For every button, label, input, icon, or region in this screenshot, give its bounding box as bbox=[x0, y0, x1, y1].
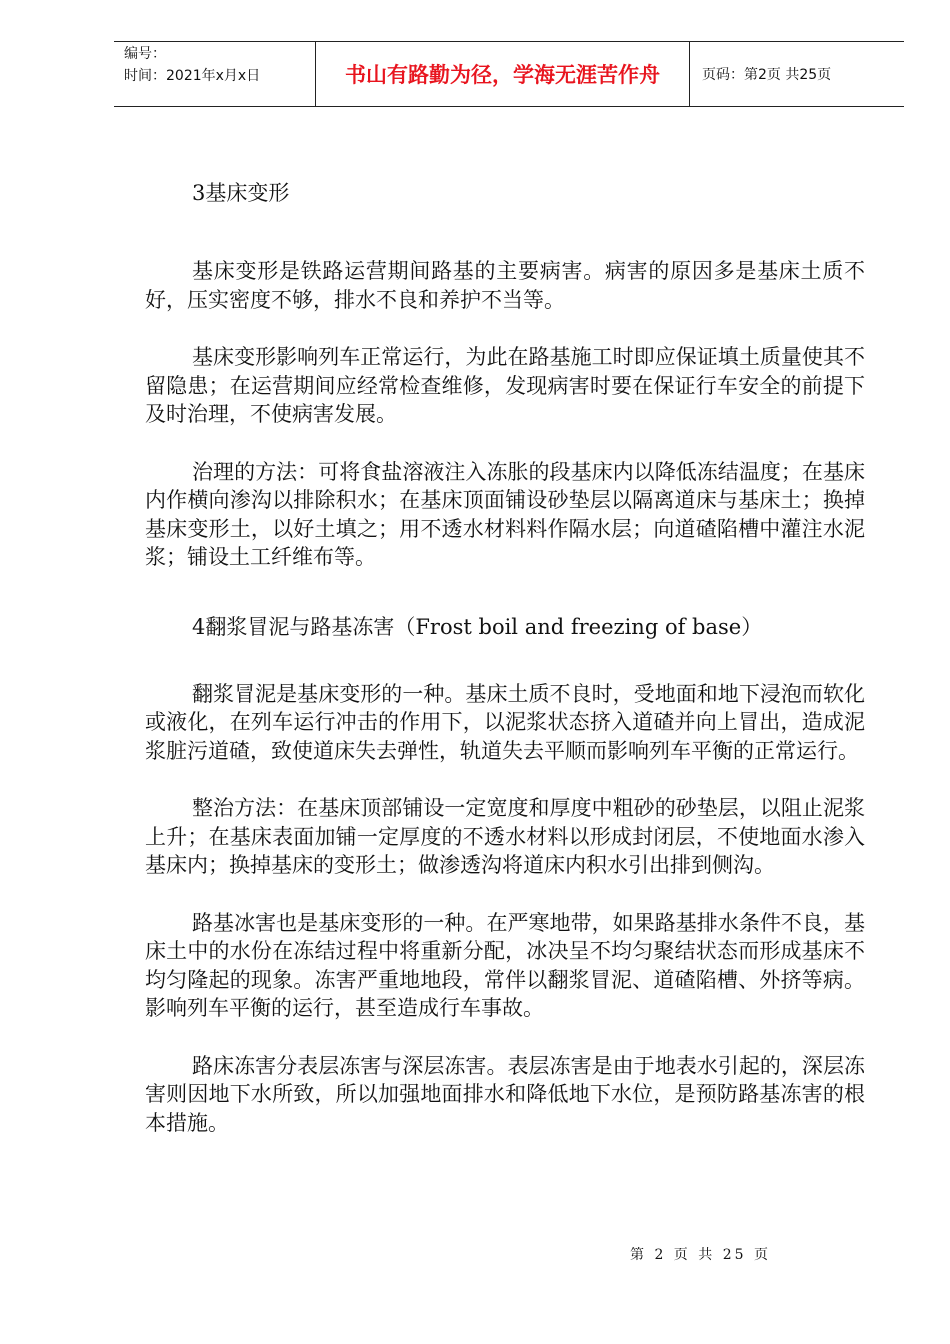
paragraph: 基床变形影响列车正常运行，为此在路基施工时即应保证填土质量使其不留隐患；在运营期间应经常检查维修，发现病害时要在保证行车安全的前提下及时治理，不使病害发展。 bbox=[145, 345, 865, 426]
document-body bbox=[145, 170, 865, 1137]
paragraph: 基床变形是铁路运营期间路基的主要病害。病害的原因多是基床土质不好，压实密度不够，排水不良和养护不当等。 bbox=[145, 259, 865, 312]
paragraph: 路床冻害分表层冻害与深层冻害。表层冻害是由于地表水引起的，深层冻害则因地下水所致，所以加强地面排水和降低地下水位，是预防路基冻害的根本措施。 bbox=[145, 1053, 865, 1135]
section-heading-4: 4翻浆冒泥与路基冻害（Frost boil and freezing of base） bbox=[192, 614, 763, 639]
document-time: 时间：2021年x月x日 bbox=[124, 68, 261, 84]
page-header bbox=[114, 41, 904, 107]
header-page-info: 页码：第2页 共25页 bbox=[702, 67, 832, 83]
page-footer: 第 2 页 共 25 页 bbox=[630, 1247, 771, 1263]
section-heading-3: 3基床变形 bbox=[192, 181, 290, 205]
header-meta bbox=[114, 42, 316, 106]
header-motto: 书山有路勤为径，学海无涯苦作舟 bbox=[316, 42, 690, 106]
paragraph: 治理的方法：可将食盐溶液注入冻胀的段基床内以降低冻结温度；在基床内作横向渗沟以排除积水；在基床顶面铺设砂垫层以隔离道床与基床土；换掉基床变形土，以好土填之；用不透水材料料作隔水层；向道碴陷槽中灌注水泥浆；铺设土工纤维布等。 bbox=[145, 459, 865, 569]
paragraph: 路基冰害也是基床变形的一种。在严寒地带，如果路基排水条件不良，基床土中的水份在冻结过程中将重新分配，冰决呈不均匀聚结状态而形成基床不均匀隆起的现象。冻害严重地地段，常伴以翻浆冒泥、道碴陷槽、外挤等病。影响列车平衡的运行，甚至造成行车事故。 bbox=[145, 910, 865, 1020]
paragraph: 翻浆冒泥是基床变形的一种。基床土质不良时，受地面和地下浸泡而软化或液化，在列车运行冲击的作用下，以泥浆状态挤入道碴并向上冒出，造成泥浆脏污道碴，致使道床失去弹性，轨道失去平顺而影响列车平衡的正常运行。 bbox=[145, 681, 865, 763]
paragraph: 整治方法：在基床顶部铺设一定宽度和厚度中粗砂的砂垫层，以阻止泥浆上升；在基床表面加铺一定厚度的不透水材料以形成封闭层，不使地面水渗入基床内；换掉基床的变形土；做渗透沟将道床内积水引出排到侧沟。 bbox=[145, 796, 865, 877]
document-number-label: 编号： bbox=[124, 46, 166, 62]
